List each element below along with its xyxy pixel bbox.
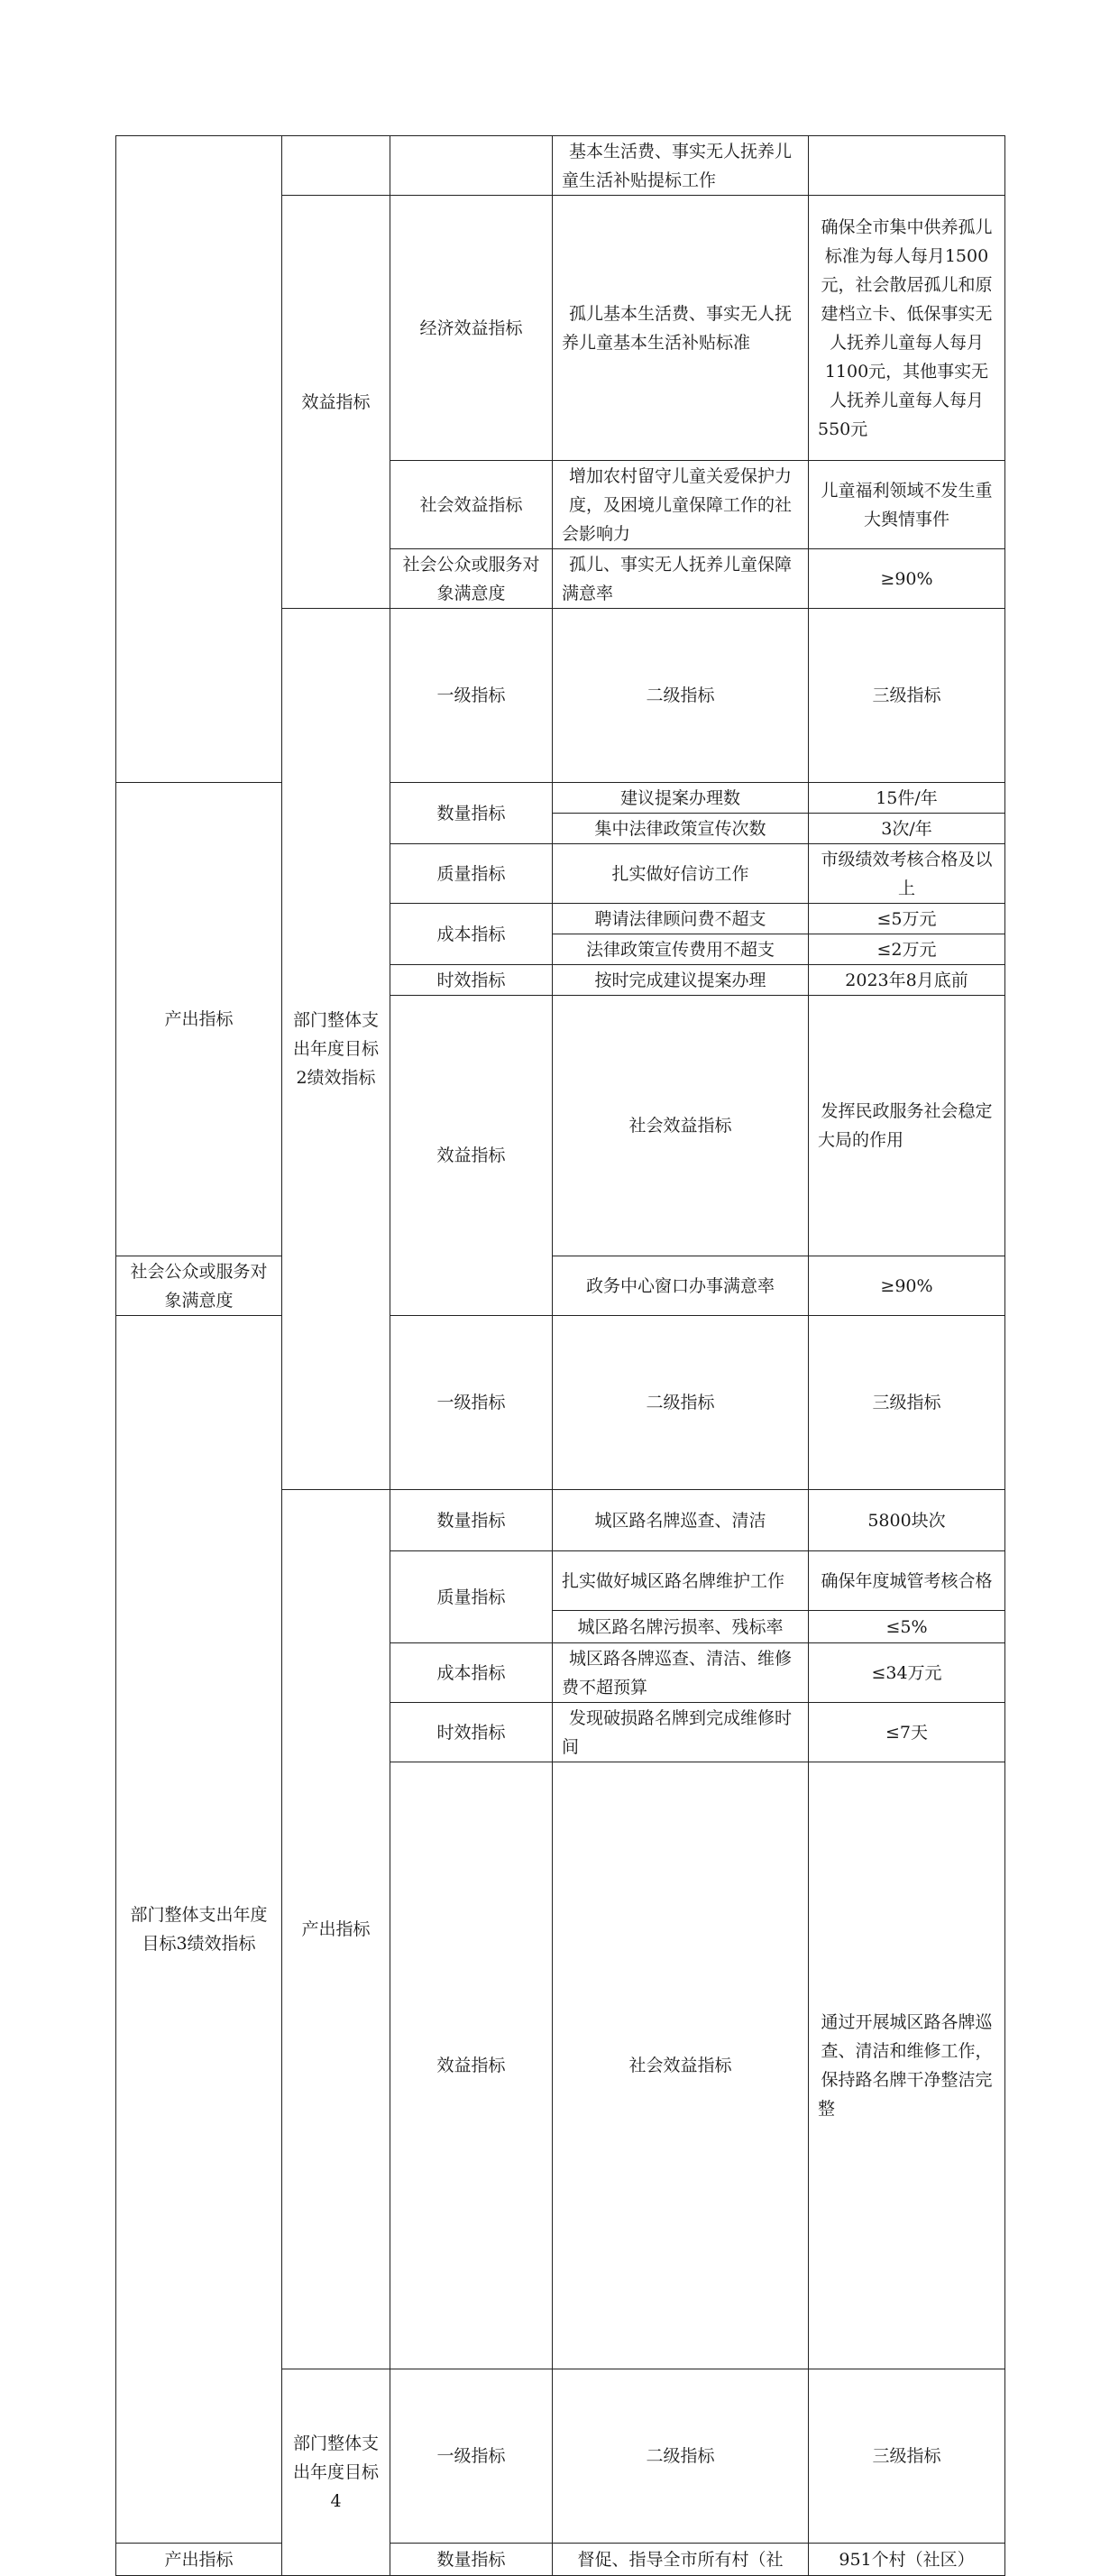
column-header: 一级指标 (390, 2369, 553, 2544)
value-cell: 确保全市集中供养孤儿标准为每人每月1500元，社会散居孤儿和原建档立卡、低保事实无人抚养儿童每人每月1100元，其他事实无人抚养儿童每人每月550元 (809, 196, 1005, 461)
performance-indicator-table (115, 135, 1005, 2576)
level3-cell: 通过开展城区路各牌巡查、清洁和维修工作，保持路名牌干净整洁完整 (809, 1762, 1005, 2369)
level2-cell: 社会效益指标 (553, 1762, 809, 2369)
level2-cell: 质量指标 (390, 844, 553, 904)
value-cell: 15件/年 (809, 783, 1005, 814)
value-cell: 市级绩效考核合格及以上 (809, 844, 1005, 904)
level3-cell: 城区路各牌巡查、清洁、维修费不超预算 (553, 1643, 809, 1703)
objective-name-cell (116, 136, 282, 783)
level1-cell (282, 136, 390, 196)
level3-cell: 扎实做好城区路名牌维护工作 (553, 1551, 809, 1611)
column-header: 一级指标 (390, 609, 553, 783)
level3-cell: 集中法律政策宣传次数 (553, 814, 809, 844)
level3-cell: 督促、指导全市所有村（社 (553, 2544, 809, 2576)
table-row (116, 2544, 1005, 2576)
objective-name-cell: 部门整体支出年度目标3绩效指标 (116, 1316, 282, 2544)
level3-cell: 发挥民政服务社会稳定大局的作用 (809, 996, 1005, 1256)
column-header: 三级指标 (809, 1316, 1005, 1490)
level3-cell: 城区路名牌污损率、残标率 (553, 1611, 809, 1643)
level3-cell: 孤儿、事实无人抚养儿童保障满意率 (553, 549, 809, 609)
level2-cell: 成本指标 (390, 904, 553, 965)
value-cell: ≤5万元 (809, 904, 1005, 934)
level2-cell: 社会公众或服务对象满意度 (390, 549, 553, 609)
level2-cell: 社会效益指标 (390, 461, 553, 549)
column-header: 二级指标 (553, 609, 809, 783)
level3-cell: 建议提案办理数 (553, 783, 809, 814)
level2-cell: 经济效益指标 (390, 196, 553, 461)
table-row (116, 136, 1005, 196)
level3-cell: 按时完成建议提案办理 (553, 965, 809, 996)
value-cell: ≤2万元 (809, 934, 1005, 965)
value-cell: ≤5% (809, 1611, 1005, 1643)
level2-cell: 社会效益指标 (553, 996, 809, 1256)
value-cell: ≥90% (809, 549, 1005, 609)
level2-cell: 社会公众或服务对象满意度 (116, 1256, 282, 1316)
value-cell: 儿童福利领域不发生重大舆情事件 (809, 461, 1005, 549)
level3-cell: 扎实做好信访工作 (553, 844, 809, 904)
level2-cell: 时效指标 (390, 965, 553, 996)
value-cell: 5800块次 (809, 1490, 1005, 1551)
level2-cell: 数量指标 (390, 2544, 553, 2576)
level3-cell: 城区路名牌巡查、清洁 (553, 1490, 809, 1551)
level2-cell: 成本指标 (390, 1643, 553, 1703)
level2-cell: 质量指标 (390, 1551, 553, 1643)
value-cell: 3次/年 (809, 814, 1005, 844)
level1-cell: 效益指标 (390, 1762, 553, 2369)
level2-cell: 数量指标 (390, 783, 553, 844)
column-header: 一级指标 (390, 1316, 553, 1490)
column-header: 三级指标 (809, 2369, 1005, 2544)
level2-cell: 数量指标 (390, 1490, 553, 1551)
level2-cell (390, 136, 553, 196)
level3-cell: 法律政策宣传费用不超支 (553, 934, 809, 965)
level1-cell: 效益指标 (390, 996, 553, 1316)
header-row (116, 1316, 1005, 1490)
level3-cell: 发现破损路名牌到完成维修时间 (553, 1703, 809, 1762)
level3-cell: 基本生活费、事实无人抚养儿童生活补贴提标工作 (553, 136, 809, 196)
table-row (116, 1256, 1005, 1316)
level3-cell: 政务中心窗口办事满意率 (553, 1256, 809, 1316)
column-header: 二级指标 (553, 1316, 809, 1490)
level1-cell: 产出指标 (282, 1490, 390, 2369)
level1-cell: 产出指标 (116, 2544, 282, 2576)
level1-cell: 效益指标 (282, 196, 390, 609)
level1-cell: 产出指标 (116, 783, 282, 1256)
value-cell: ≤7天 (809, 1703, 1005, 1762)
column-header: 二级指标 (553, 2369, 809, 2544)
level3-cell: 聘请法律顾问费不超支 (553, 904, 809, 934)
objective-name-cell: 部门整体支出年度目标2绩效指标 (282, 609, 390, 1490)
objective-name-cell: 部门整体支出年度目标4 (282, 2369, 390, 2576)
table-row (116, 783, 1005, 814)
value-cell (809, 136, 1005, 196)
level3-cell: 增加农村留守儿童关爱保护力度，及困境儿童保障工作的社会影响力 (553, 461, 809, 549)
level3-cell: 孤儿基本生活费、事实无人抚养儿童基本生活补贴标准 (553, 196, 809, 461)
level2-cell: 时效指标 (390, 1703, 553, 1762)
value-cell: 951个村（社区） (809, 2544, 1005, 2576)
value-cell: 确保年度城管考核合格 (809, 1551, 1005, 1611)
value-cell: ≤34万元 (809, 1643, 1005, 1703)
value-cell: ≥90% (809, 1256, 1005, 1316)
value-cell: 2023年8月底前 (809, 965, 1005, 996)
column-header: 三级指标 (809, 609, 1005, 783)
